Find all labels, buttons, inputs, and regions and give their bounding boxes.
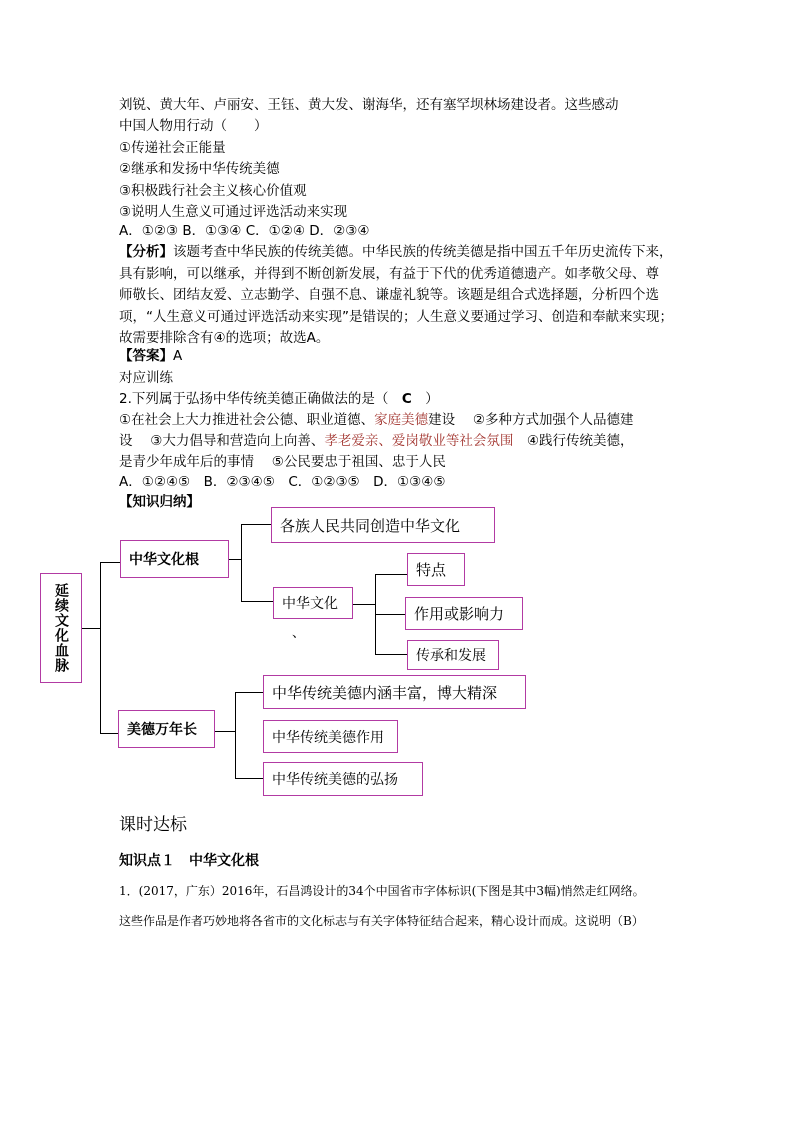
q1-answer xyxy=(119,346,679,367)
mindmap-b2-child-3: 中华传统美德的弘扬 xyxy=(263,762,423,796)
q1-stem-line2: 中国人物用行动（ ） xyxy=(119,118,268,134)
section-q1-line1: 1．(2017，广东）2016年，石昌鸿设计的34个中国省市字体标识(下图是其中3幅)悄然走红网络。 xyxy=(119,884,645,898)
mindmap-branch-1: 中华文化根 xyxy=(120,540,229,578)
mindmap-branch-2: 美德万年长 xyxy=(118,710,215,748)
connector xyxy=(100,562,120,563)
q1-analysis-line5: 故需要排除含有④的选项；故选A。 xyxy=(119,330,330,346)
connector xyxy=(100,733,118,734)
q2-l1-red: 家庭美德 xyxy=(374,412,429,428)
q1-analysis-line1 xyxy=(119,242,679,263)
connector xyxy=(235,692,236,779)
q2-line2 xyxy=(119,431,679,452)
mindmap-root xyxy=(40,573,82,683)
q2-l2-b: ④践行传统美德， xyxy=(513,433,634,449)
mindmap-b1-sub-2: 作用或影响力 xyxy=(405,597,523,630)
answer-value: A xyxy=(173,348,183,364)
section-title: 课时达标 xyxy=(119,815,187,835)
q2-l2-a: 设 ③大力倡导和营造向上向善、 xyxy=(119,433,325,449)
q1-option-1: ①传递社会正能量 xyxy=(119,140,226,156)
q2-stem-text: 2.下列属于弘扬中华传统美德正确做法的是（ xyxy=(119,391,402,407)
connector xyxy=(241,524,242,602)
q2-stem-end: ） xyxy=(411,391,439,407)
mindmap-b1-child-2: 中华文化 xyxy=(273,587,353,619)
answer-tag: 【答案】 xyxy=(119,348,173,364)
connector xyxy=(375,574,407,575)
q2-l1-a: ①在社会上大力推进社会公德、职业道德、 xyxy=(119,412,375,428)
connector xyxy=(82,628,100,629)
connector xyxy=(215,731,235,732)
q2-line1 xyxy=(119,410,679,431)
q1-stem-line1: 刘锐、黄大年、卢丽安、王钰、黄大发、谢海华，还有塞罕坝林场建设者。这些感动 xyxy=(119,97,619,113)
connector xyxy=(353,604,375,605)
training-title: 对应训练 xyxy=(119,370,173,386)
mindmap-root-label: 延续文化血脉 xyxy=(53,583,69,673)
q2-stem xyxy=(119,389,679,410)
mindmap-b1-child-1: 各族人民共同创造中华文化 xyxy=(271,507,495,543)
mindmap-b1-sub-1: 特点 xyxy=(407,553,465,586)
connector xyxy=(375,654,407,655)
mindmap-b2-child-1: 中华传统美德内涵丰富，博大精深 xyxy=(263,675,526,709)
q1-analysis-line4: 项，“人生意义可通过评选活动来实现”是错误的；人生意义要通过学习、创造和奉献来实现； xyxy=(119,309,673,325)
q2-answer: C xyxy=(401,391,412,407)
summary-tag: 【知识归纳】 xyxy=(119,494,200,510)
mindmap-b1-sub-3: 传承和发展 xyxy=(407,640,499,670)
connector xyxy=(229,559,241,560)
connector xyxy=(235,778,263,779)
section-q1-line2: 这些作品是作者巧妙地将各省市的文化标志与有关字体特征结合起来，精心设计而成。这说明（B） xyxy=(119,914,644,928)
analysis-text-1: 该题考查中华民族的传统美德。中华民族的传统美德是指中国五千年历史流传下来， xyxy=(173,244,673,260)
q2-line3: 是青少年成年后的事情 ⑤公民要忠于祖国、忠于人民 xyxy=(119,454,446,470)
connector xyxy=(100,562,101,734)
q1-option-4: ③说明人生意义可通过评选活动来实现 xyxy=(119,204,348,220)
analysis-tag: 【分析】 xyxy=(119,244,173,260)
connector xyxy=(235,692,263,693)
connector xyxy=(241,524,271,525)
knowledge-point-title: 知识点１ 中华文化根 xyxy=(119,853,259,869)
q2-l2-red: 孝老爱亲、爱岗敬业等社会氛围 xyxy=(324,433,514,449)
q1-analysis-line2: 具有影响，可以继承，并得到不断创新发展，有益于下代的优秀道德遗产。如孝敬父母、尊 xyxy=(119,266,659,282)
q1-choices: A．①②③ B．①③④ C．①②④ D．②③④ xyxy=(119,223,370,239)
q1-analysis-line3: 师敬长、团结友爱、立志勤学、自强不息、谦虚礼貌等。该题是组合式选择题，分析四个选 xyxy=(119,287,659,303)
q2-choices: A．①②④⑤ B．②③④⑤ C．①②③⑤ D．①③④⑤ xyxy=(119,474,446,490)
mindmap-b2-child-2: 中华传统美德作用 xyxy=(263,720,398,753)
q1-option-2: ②继承和发扬中华传统美德 xyxy=(119,161,280,177)
q2-l1-b: 建设 ②多种方式加强个人品德建 xyxy=(428,412,634,428)
connector xyxy=(375,614,405,615)
q1-option-3: ③积极践行社会主义核心价值观 xyxy=(119,183,307,199)
connector xyxy=(241,601,273,602)
mindmap-b1-child-2-mark: 、 xyxy=(292,626,306,641)
